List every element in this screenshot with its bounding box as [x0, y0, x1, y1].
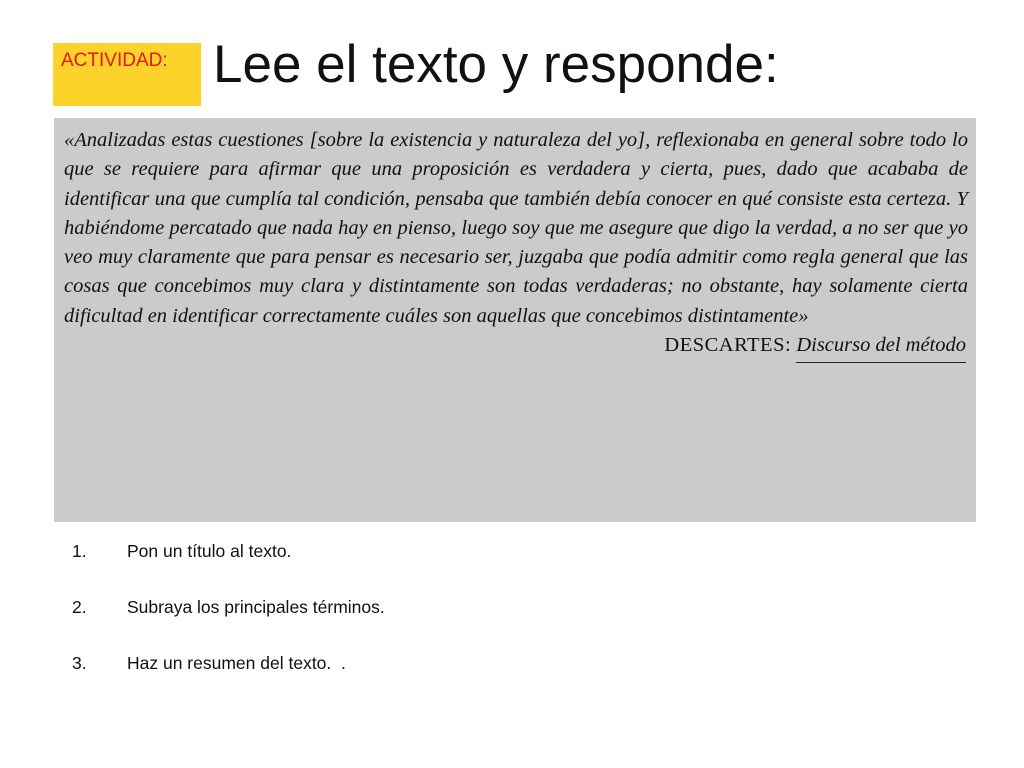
- task-number: 2.: [72, 597, 87, 617]
- quote-work: Discurso del método: [796, 331, 966, 363]
- quote-author: DESCARTES:: [664, 334, 792, 357]
- quote-source: [64, 331, 968, 363]
- task-text: Subraya los principales términos.: [127, 597, 385, 617]
- task-number: 1.: [72, 541, 87, 561]
- task-text: Pon un título al texto.: [127, 541, 292, 561]
- task-text: Haz un resumen del texto. .: [127, 653, 346, 673]
- activity-badge: ACTIVIDAD:: [53, 43, 201, 106]
- quote-box: [54, 118, 976, 522]
- task-number: 3.: [72, 653, 87, 673]
- slide-title: Lee el texto y responde:: [213, 35, 779, 94]
- quote-text: «Analizadas estas cuestiones [sobre la existencia y naturaleza del yo], reflexionaba en general sobre todo lo que se requiere para afirmar que una proposición es verdadera y cierta, pues, dado que acababa de identificar una que cumplía tal condición, pensaba que también debía conocer en qué consiste esta certeza. Y habiéndome percatado que nada hay en pienso, luego soy que me asegure que digo la verdad, a no ser que yo veo muy claramente que para pensar es necesario ser, juzgaba que podía admitir como regla general que las cosas que concebimos muy clara y distintamente son todas verdaderas; no obstante, hay solamente cierta dificultad en identificar correctamente cuáles son aquellas que concebimos distintamente»: [64, 129, 968, 327]
